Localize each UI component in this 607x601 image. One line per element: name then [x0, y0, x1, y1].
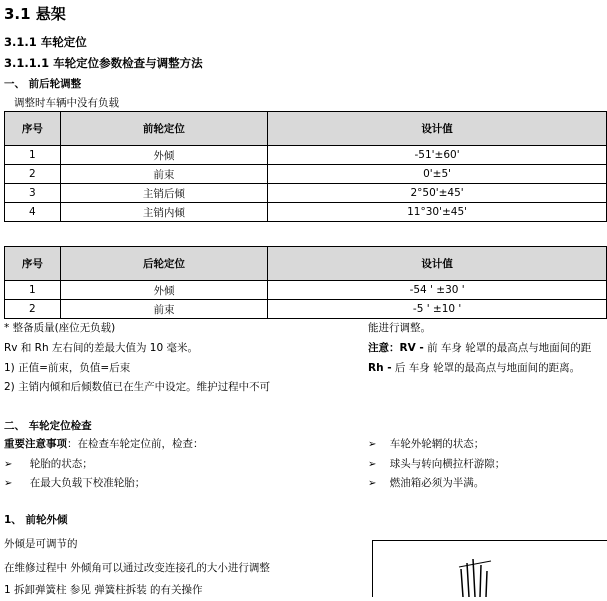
list-item	[4, 456, 93, 471]
note-label: 注意：RV -	[368, 342, 424, 354]
heading-3-1-1: 3.1.1 车轮定位	[4, 35, 87, 49]
note-text: 前 车身 轮罩的最高点与地面间的距	[427, 342, 592, 354]
list-item-text: 轮胎的状态；	[29, 458, 93, 470]
table-cell: -5 ' ±10 '	[268, 300, 607, 319]
note-2: 2) 主销内倾和后倾数值已在生产中设定。维护过程中不可	[4, 381, 271, 393]
table-header-row	[5, 112, 607, 146]
section-3-line-1: 外倾是可调节的	[4, 538, 78, 550]
table-cell: -51'±60'	[268, 146, 607, 165]
section-2-title: 二、 车轮定位检查	[4, 420, 92, 432]
table-cell: 主销内倾	[60, 203, 267, 222]
heading-3-1-1-1: 3.1.1.1 车轮定位参数检查与调整方法	[4, 56, 203, 70]
note-text: 后 车身 轮罩的最高点与地面间的距离。	[394, 362, 581, 374]
note-right-1: 能进行调整。	[368, 322, 431, 334]
list-item	[368, 436, 484, 451]
section-1-title: 一、 前后轮调整	[4, 78, 82, 90]
strut-illustration	[372, 540, 607, 597]
section-3-title: 1、 前轮外倾	[4, 514, 68, 526]
heading-3-1: 3.1 悬架	[4, 5, 66, 23]
arrow-bullet-icon: ➢	[368, 478, 377, 489]
table-cell: 2°50'±45'	[268, 184, 607, 203]
section-1-note: 调整时车辆中没有负载	[14, 97, 119, 109]
list-item-text: 燃油箱必须为半满。	[389, 477, 485, 489]
column-header: 后轮定位	[60, 247, 268, 281]
table-cell: 2	[5, 300, 61, 319]
table-cell: 11°30'±45'	[268, 203, 607, 222]
table-cell: 0'±5'	[268, 165, 607, 184]
note-right-3	[368, 360, 580, 375]
table-cell: 主销后倾	[60, 184, 267, 203]
front-alignment-table	[4, 111, 607, 222]
list-item	[4, 475, 145, 490]
note-rv-rh: Rv 和 Rh 左右间的差最大值为 10 毫米。	[4, 342, 199, 354]
column-header: 设计值	[268, 247, 607, 281]
table-cell: -54 ' ±30 '	[268, 281, 607, 300]
table-cell: 前束	[60, 165, 267, 184]
section-3-line-3: 1 拆卸弹簧柱 参见 弹簧柱拆装 的有关操作	[4, 584, 203, 596]
table-cell: 1	[5, 146, 61, 165]
section-3-line-2: 在维修过程中 外倾角可以通过改变连接孔的大小进行调整	[4, 562, 270, 574]
important-label: 重要注意事项	[4, 438, 67, 450]
table-cell: 3	[5, 184, 61, 203]
arrow-bullet-icon: ➢	[4, 478, 13, 489]
table-row	[5, 203, 607, 222]
list-item	[368, 475, 484, 490]
arrow-bullet-icon: ➢	[368, 439, 377, 450]
table-cell: 1	[5, 281, 61, 300]
note-right-2	[368, 340, 591, 355]
important-text: ：在检查车轮定位前，检查：	[67, 438, 204, 450]
table-header-row	[5, 247, 607, 281]
rear-alignment-table	[4, 246, 607, 319]
list-item-text: 球头与转向横拉杆游隙；	[389, 458, 506, 470]
list-item-text: 在最大负载下校准轮胎；	[29, 477, 146, 489]
list-item-text: 车轮外轮辋的状态；	[389, 438, 485, 450]
column-header: 设计值	[268, 112, 607, 146]
note-label: Rh -	[368, 362, 392, 374]
table-cell: 4	[5, 203, 61, 222]
arrow-bullet-icon: ➢	[368, 459, 377, 470]
table-cell: 外倾	[60, 281, 268, 300]
column-header: 序号	[5, 247, 61, 281]
column-header: 前轮定位	[60, 112, 267, 146]
table-row	[5, 165, 607, 184]
note-1: 1) 正值=前束，负值=后束	[4, 362, 131, 374]
list-item	[368, 456, 505, 471]
table-row	[5, 184, 607, 203]
table-cell: 2	[5, 165, 61, 184]
important-note	[4, 436, 204, 451]
table-row	[5, 281, 607, 300]
table-cell: 前束	[60, 300, 268, 319]
column-header: 序号	[5, 112, 61, 146]
table-row	[5, 300, 607, 319]
table-row	[5, 146, 607, 165]
note-curb-weight: * 整备质量(座位无负载)	[4, 322, 116, 334]
strut-drawing	[373, 541, 607, 597]
table-cell: 外倾	[60, 146, 267, 165]
arrow-bullet-icon: ➢	[4, 459, 13, 470]
